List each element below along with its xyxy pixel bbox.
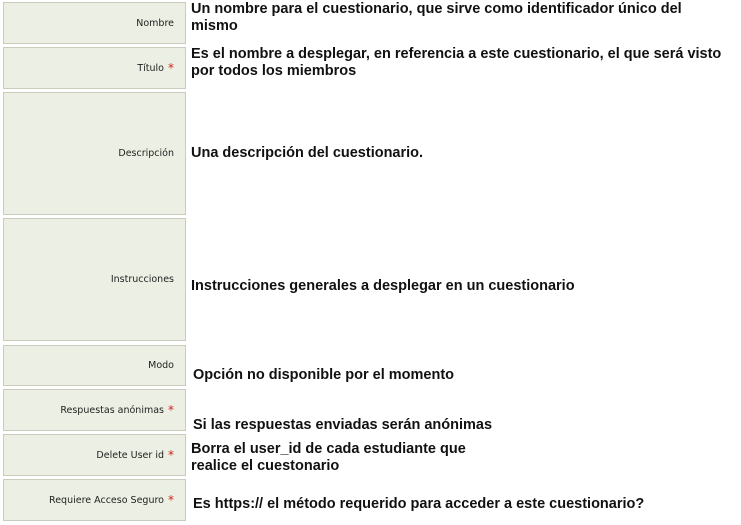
description-descripcion — [191, 145, 423, 162]
description-line: Una descripción del cuestionario. — [191, 145, 424, 161]
required-asterisk-icon: * — [168, 403, 174, 417]
form-label-modo — [3, 345, 186, 386]
form-label-respuestas-anonimas — [3, 389, 186, 431]
label-text: Descripción — [118, 148, 174, 159]
description-nombre — [191, 1, 682, 35]
form-label-nombre — [3, 2, 186, 44]
label-text: Instrucciones — [110, 274, 174, 285]
form-label-titulo — [3, 47, 186, 89]
description-titulo — [191, 46, 721, 80]
description-line: Instrucciones generales a desplegar en un cuestionario — [191, 278, 575, 294]
form-label-instrucciones — [3, 218, 186, 341]
required-asterisk-icon: * — [168, 493, 174, 507]
description-line: Es el nombre a desplegar, en referencia a este cuestionario, el que será visto — [191, 46, 722, 62]
label-text: Delete User id — [96, 449, 164, 461]
label-text: Modo — [148, 360, 174, 371]
required-asterisk-icon: * — [168, 448, 174, 462]
form-label-descripcion — [3, 92, 186, 215]
form-label-delete-user-id — [3, 434, 186, 476]
description-instrucciones — [191, 278, 575, 295]
description-line: Opción no disponible por el momento — [193, 367, 454, 383]
description-delete-user-id — [191, 441, 466, 475]
description-line: mismo — [191, 18, 238, 34]
description-respuestas-anonimas — [193, 417, 492, 434]
description-line: realice el cuestonario — [191, 458, 340, 474]
label-text: Requiere Acceso Seguro — [49, 494, 164, 506]
description-modo — [193, 367, 454, 384]
form-label-requiere-acceso-seguro — [3, 479, 186, 521]
label-text: Respuestas anónimas — [60, 404, 164, 416]
description-line: Es https:// el método requerido para acceder a este cuestionario? — [193, 496, 645, 512]
description-line: Si las respuestas enviadas serán anónimas — [193, 417, 493, 433]
label-text: Nombre — [136, 17, 174, 29]
label-text: Título — [137, 62, 164, 74]
required-asterisk-icon: * — [168, 61, 174, 75]
description-line: Borra el user_id de cada estudiante que — [191, 441, 466, 457]
description-requiere-acceso-seguro — [193, 496, 644, 513]
description-line: Un nombre para el cuestionario, que sirve como identificador único del — [191, 1, 682, 17]
description-line: por todos los miembros — [191, 63, 357, 79]
